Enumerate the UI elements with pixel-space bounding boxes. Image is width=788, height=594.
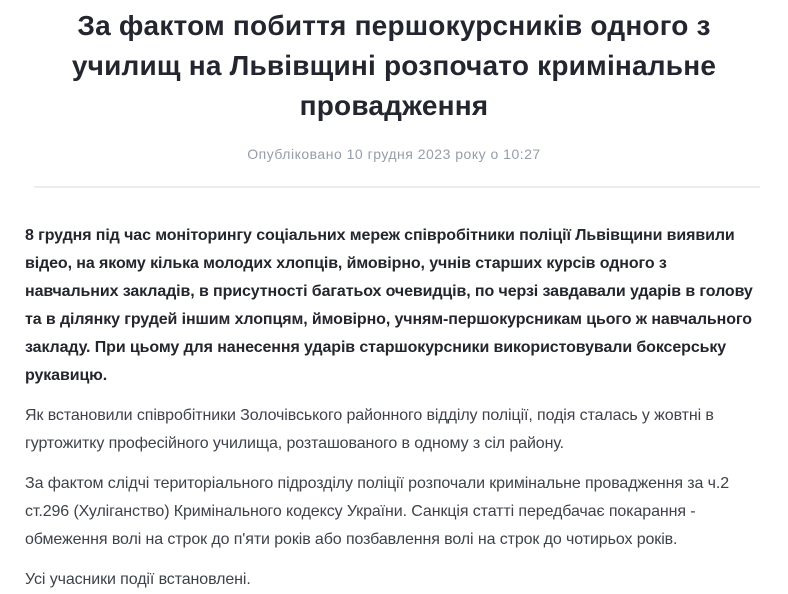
publish-date: Опубліковано 10 грудня 2023 року о 10:27 <box>247 146 541 162</box>
article <box>0 6 788 588</box>
article-body <box>0 188 788 594</box>
paragraph-3: За фактом слідчі територіального підрозділу поліції розпочали кримінальне провадження за ч.2 ст.296 (Хуліганство) Кримінального кодексу України. Санкція статті передбачає покарання - обмеження волі на строк до п'яти років або позбавлення волі на строк до чотирьох років. <box>25 475 730 548</box>
paragraph-2: Як встановили співробітники Золочівського районного відділу поліції, подія сталась у жовтні в гуртожитку професійного училища, розташованого в одному з сіл району. <box>25 407 714 452</box>
title-line-3: провадження <box>299 90 489 121</box>
title-line-1: За фактом побиття першокурсників одного з <box>77 10 711 41</box>
lead-paragraph: 8 грудня під час моніторингу соціальних мереж співробітники поліції Львівщини виявили відео, на якому кілька молодих хлопців, ймовірно, учнів старших курсів одного з навчальних закладів, в присутності багатьох очевидців, по черзі завдавали ударів в голову та в ділянку грудей іншим хлопцям, ймовірно, учням-першокурсникам цього ж навчального закладу. При цьому для нанесення ударів старшокурсники використовували боксерську рукавицю. <box>25 227 753 384</box>
title-line-2: училищ на Львівщині розпочато кримінальне <box>71 50 717 81</box>
article-title <box>40 6 748 126</box>
paragraph-4: Усі учасники події встановлені. <box>25 571 251 588</box>
